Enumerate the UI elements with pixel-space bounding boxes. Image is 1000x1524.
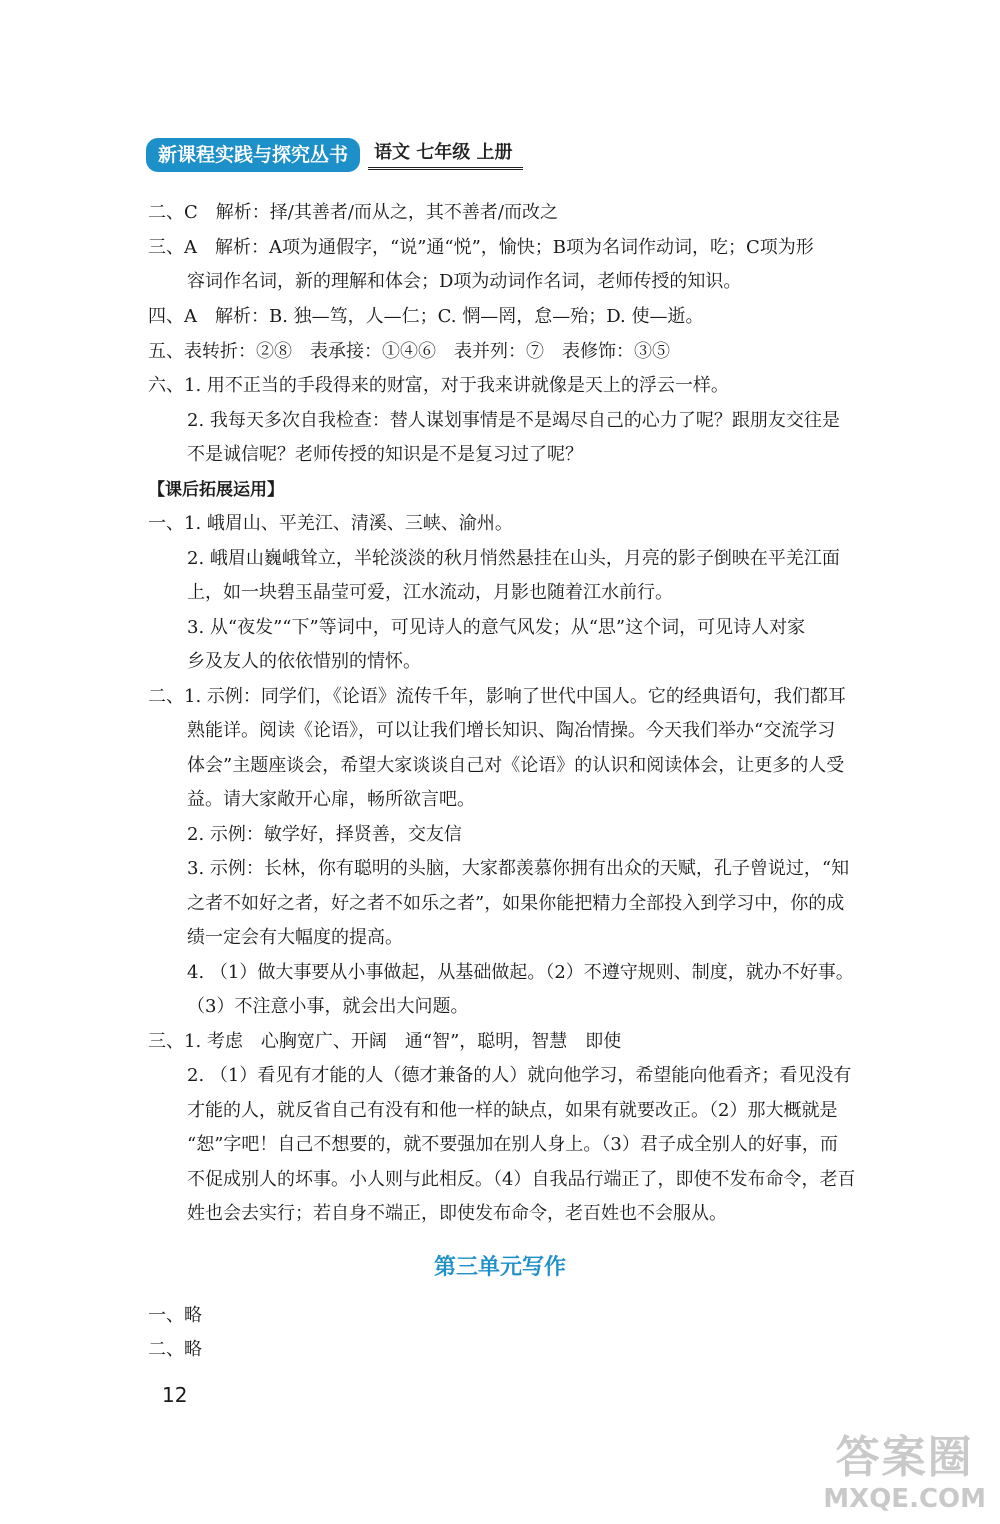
- series-title: 新课程实践与探究丛书: [146, 138, 360, 172]
- answer-line: 容词作名词，新的理解和体会；D项为动词作名词，老师传授的知识。: [187, 271, 742, 292]
- page-number: 12: [162, 1383, 188, 1407]
- answer-line: 乡及友人的依依惜别的情怀。: [187, 651, 421, 672]
- answer-line: 三、1. 考虑 心胸宽广、开阔 通“智”，聪明，智慧 即使: [148, 1031, 622, 1052]
- answer-line: 不促成别人的坏事。小人则与此相反。（4）自我品行端正了，即使不发布命令，老百: [187, 1169, 856, 1190]
- answer-line: 熟能详。阅读《论语》，可以让我们增长知识、陶冶情操。今天我们举办“交流学习: [187, 720, 836, 741]
- answer-line: 2. 示例：敏学好，择贤善，交友信: [187, 824, 462, 845]
- answer-line: 才能的人，就反省自己有没有和他一样的缺点，如果有就要改正。（2）那大概就是: [187, 1100, 838, 1121]
- answer-line: 一、1. 峨眉山、平羌江、清溪、三峡、渝州。: [148, 513, 513, 534]
- answer-line: 四、A 解析：B. 独—笃，人—仁；C. 惘—罔，怠—殆；D. 使—逝。: [148, 306, 704, 327]
- answer-line: 姓也会去实行；若自身不端正，即使发布命令，老百姓也不会服从。: [187, 1203, 727, 1224]
- watermark-logo: 答案圈: [835, 1432, 974, 1483]
- answer-line: 二、C 解析：择/其善者/而从之，其不善者/而改之: [148, 202, 558, 223]
- writing-answer: 一、略: [148, 1305, 202, 1326]
- answer-line: 4. （1）做大事要从小事做起，从基础做起。（2）不遵守规则、制度，就办不好事。: [187, 962, 854, 983]
- answer-line: 二、1. 示例：同学们，《论语》流传千年，影响了世代中国人。它的经典语句，我们都耳: [148, 686, 846, 707]
- answer-line: 2. （1）看见有才能的人（德才兼备的人）就向他学习，希望能向他看齐；看见没有: [187, 1065, 852, 1086]
- answer-line: 3. 示例：长林，你有聪明的头脑，大家都羡慕你拥有出众的天赋，孔子曾说过，“知: [187, 858, 850, 879]
- answer-line: 五、表转折：②⑧ 表承接：①④⑥ 表并列：⑦ 表修饰：③⑤: [148, 341, 670, 362]
- answer-line: 3. 从“夜发”“下”等词中，可见诗人的意气风发；从“思”这个词，可见诗人对家: [187, 617, 806, 638]
- writing-answer: 二、略: [148, 1339, 202, 1360]
- unit-title: 第三单元写作: [433, 1255, 566, 1280]
- answer-line: 六、1. 用不正当的手段得来的财富，对于我来讲就像是天上的浮云一样。: [148, 375, 729, 396]
- answer-line: 2. 我每天多次自我检查：替人谋划事情是不是竭尽自己的心力了呢？跟朋友交往是: [187, 410, 840, 431]
- watermark: [823, 1432, 986, 1514]
- series-header: [146, 138, 523, 172]
- answer-line: 绩一定会有大幅度的提高。: [187, 927, 403, 948]
- answer-line: “恕”字吧！自己不想要的，就不要强加在别人身上。（3）君子成全别人的好事，而: [187, 1134, 838, 1155]
- answer-line: 三、A 解析：A项为通假字，“说”通“悦”，愉快；B项为名词作动词，吃；C项为形: [148, 237, 814, 258]
- subject-label: 语文 七年级 上册: [368, 141, 523, 170]
- answer-line: 益。请大家敞开心扉，畅所欲言吧。: [187, 789, 475, 810]
- answer-line: 体会”主题座谈会，希望大家谈谈自己对《论语》的认识和阅读体会，让更多的人受: [187, 755, 845, 776]
- answer-line: 2. 峨眉山巍峨耸立，半轮淡淡的秋月悄然悬挂在山头，月亮的影子倒映在平羌江面: [187, 548, 840, 569]
- answer-line: 上，如一块碧玉晶莹可爱，江水流动，月影也随着江水前行。: [187, 582, 673, 603]
- answer-line: （3）不注意小事，就会出大问题。: [187, 996, 469, 1017]
- answer-line: 不是诚信呢？老师传授的知识是不是复习过了呢？: [187, 444, 583, 465]
- section-heading: 【课后拓展运用】: [148, 480, 284, 500]
- answer-line: 之者不如好之者，好之者不如乐之者”，如果你能把精力全部投入到学习中，你的成: [187, 893, 845, 914]
- watermark-domain: MXQE.COM: [823, 1484, 986, 1514]
